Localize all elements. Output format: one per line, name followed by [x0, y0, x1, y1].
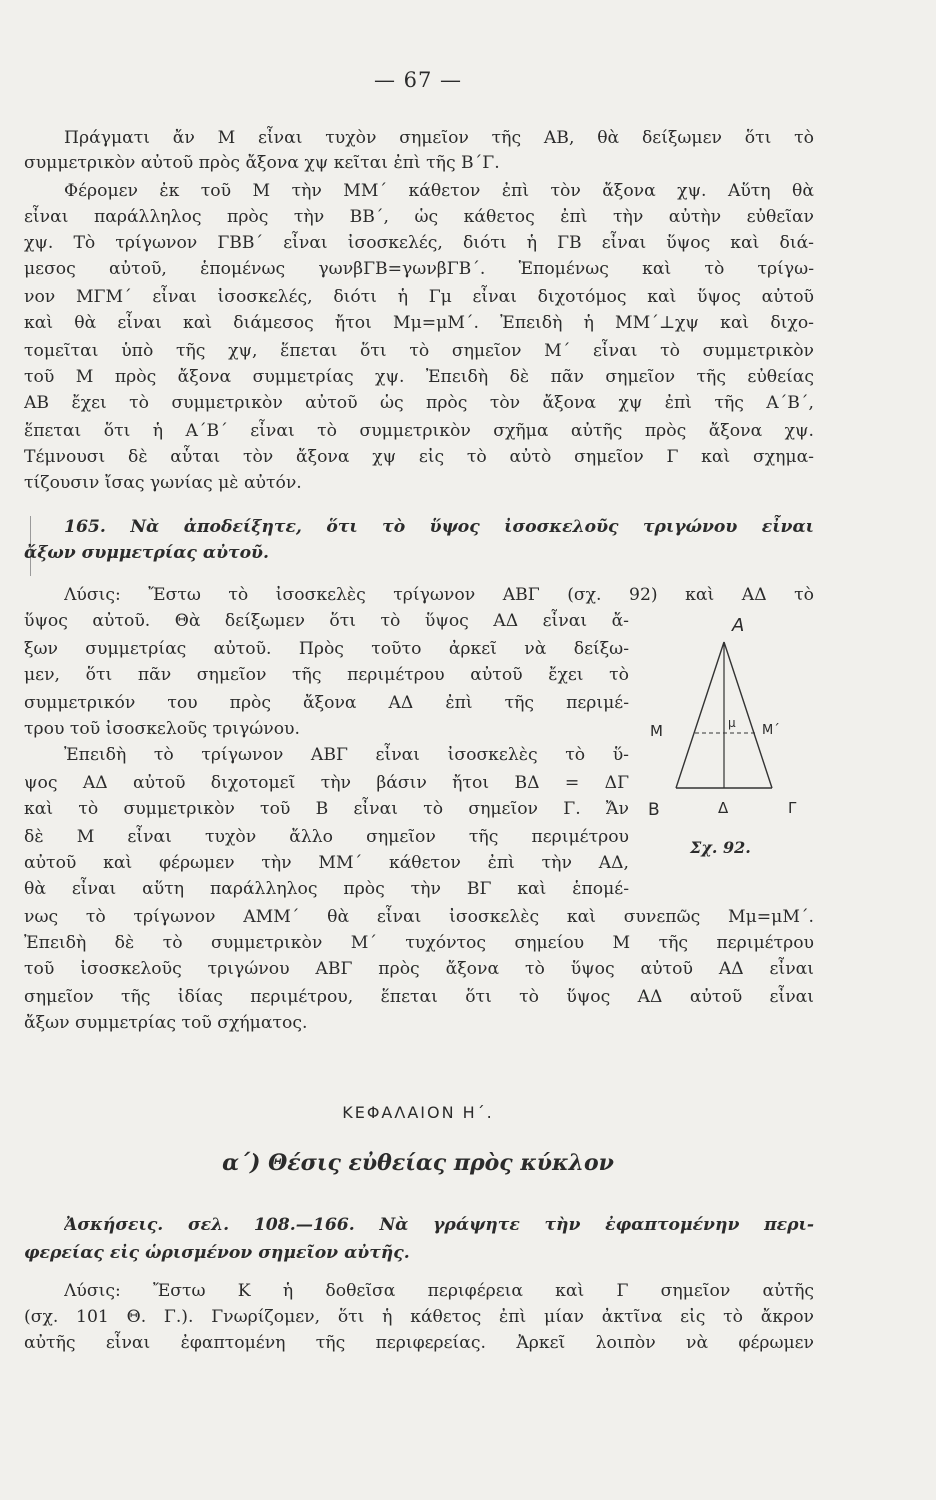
label-A: Α: [732, 615, 745, 636]
text-line: Ἐπειδὴ τὸ τρίγωνον ΑΒΓ εἶναι ἰσοσκελὲς τὸ ὕ-: [64, 745, 629, 765]
text-line: δὲ Μ εἶναι τυχὸν ἄλλο σημεῖον τῆς περιμέτρου: [24, 827, 629, 847]
text-line: τομεῖται ὑπὸ τῆς χψ, ἕπεται ὅτι τὸ σημεῖον Μ΄ εἶναι τὸ συμμετρικὸν: [24, 341, 814, 361]
text-line: τρου τοῦ ἰσοσκελοῦς τριγώνου.: [24, 719, 300, 739]
label-M-prime: Μ΄: [762, 723, 780, 738]
text-line: αὐτῆς εἶναι ἐφαπτομένη τῆς περιφερείας. Ἀρκεῖ λοιπὸν νὰ φέρωμεν: [24, 1333, 814, 1353]
text-line: νως τὸ τρίγωνον ΑΜΜ΄ θὰ εἶναι ἰσοσκελὲς καὶ συνεπῶς Μμ=μΜ΄.: [24, 907, 814, 927]
label-Delta: Δ: [718, 799, 729, 817]
text-line: ἕπεται ὅτι ἡ Α΄Β΄ εἶναι τὸ συμμετρικὸν σχῆμα αὐτῆς πρὸς ἄξονα χψ.: [24, 421, 814, 441]
text-line: συμμετρικὸν αὐτοῦ πρὸς ἄξονα χψ κεῖται ἐπὶ τῆς Β΄Γ.: [24, 153, 500, 173]
label-Gamma: Γ: [788, 799, 797, 817]
text-line: ἄξων συμμετρίας τοῦ σχήματος.: [24, 1013, 308, 1033]
text-line: Πράγματι ἄν Μ εἶναι τυχὸν σημεῖον τῆς ΑΒ, θὰ δείξωμεν ὅτι τὸ: [64, 128, 814, 148]
label-B: Β: [648, 800, 660, 820]
label-M: Μ: [650, 722, 663, 740]
text-line: Ἐπειδὴ δὲ τὸ συμμετρικὸν Μ΄ τυχόντος σημείου Μ τῆς περιμέτρου: [24, 933, 814, 953]
problem-heading: ἄξων συμμετρίας αὐτοῦ.: [24, 543, 269, 563]
text-line: Φέρομεν ἐκ τοῦ Μ τὴν ΜΜ΄ κάθετον ἐπὶ τὸν ἄξονα χψ. Αὕτη θὰ: [64, 181, 814, 201]
section-title: α΄) Θέσις εὐθείας πρὸς κύκλον: [222, 1150, 614, 1176]
text-line: καὶ τὸ συμμετρικὸν τοῦ Β εἶναι τὸ σημεῖον Γ. Ἄν: [24, 799, 629, 819]
text-line: εἶναι παράλληλος πρὸς τὴν ΒΒ΄, ὡς κάθετος ἐπὶ τὴν αὐτὴν εὐθεῖαν: [24, 207, 814, 227]
text-line: μεσος αὐτοῦ, ἑπομένως γωνβΓΒ=γωνβΓΒ΄. Ἑπομένως καὶ τὸ τρίγω-: [24, 259, 814, 279]
text-line: Λύσις: Ἔστω Κ ἡ δοθεῖσα περιφέρεια καὶ Γ σημεῖον αὐτῆς: [64, 1281, 814, 1301]
text-line: ΑΒ ἔχει τὸ συμμετρικὸν αὐτοῦ ὡς πρὸς τὸν ἄξονα χψ ἐπὶ τῆς Α΄Β΄,: [24, 393, 814, 413]
text-line: νον ΜΓΜ΄ εἶναι ἰσοσκελές, διότι ἡ Γμ εἶναι διχοτόμος καὶ ὕψος αὐτοῦ: [24, 287, 814, 307]
text-line: ὕψος αὐτοῦ. Θὰ δείξωμεν ὅτι τὸ ὕψος ΑΔ εἶναι ἄ-: [24, 611, 629, 631]
text-line: μεν, ὅτι πᾶν σημεῖον τῆς περιμέτρου αὐτοῦ ἔχει τὸ: [24, 665, 629, 685]
triangle-diagram: [638, 612, 818, 872]
text-line: θὰ εἶναι αὕτη παράλληλος πρὸς τὴν ΒΓ καὶ ἑπομέ-: [24, 879, 629, 899]
figure-caption: Σχ. 92.: [690, 838, 751, 857]
text-line: σημεῖον τῆς ἰδίας περιμέτρου, ἕπεται ὅτι τὸ ὕψος ΑΔ αὐτοῦ εἶναι: [24, 987, 814, 1007]
text-line: τίζουσιν ἴσας γωνίας μὲ αὐτόν.: [24, 473, 302, 493]
side-AB: [676, 642, 724, 788]
text-line: Λύσις: Ἔστω τὸ ἰσοσκελὲς τρίγωνον ΑΒΓ (σχ. 92) καὶ ΑΔ τὸ: [64, 585, 814, 605]
text-line: συμμετρικόν του πρὸς ἄξονα ΑΔ ἐπὶ τῆς περιμέ-: [24, 693, 629, 713]
page-number: — 67 —: [373, 68, 463, 92]
exercise-heading: φερείας εἰς ὡρισμένον σημεῖον αὐτῆς.: [24, 1243, 410, 1263]
text-line: χψ. Τὸ τρίγωνον ΓΒΒ΄ εἶναι ἰσοσκελές, διότι ἡ ΓΒ εἶναι ὕψος καὶ διά-: [24, 233, 814, 253]
text-line: Τέμνουσι δὲ αὗται τὸν ἄξονα χψ εἰς τὸ αὐτὸ σημεῖον Γ καὶ σχημα-: [24, 447, 814, 467]
text-line: (σχ. 101 Θ. Γ.). Γνωρίζομεν, ὅτι ἡ κάθετος ἐπὶ μίαν ἀκτῖνα εἰς τὸ ἄκρον: [24, 1307, 814, 1327]
label-mu: μ: [728, 716, 736, 730]
chapter-title: ΚΕΦΑΛΑΙΟΝ Η΄.: [342, 1103, 494, 1122]
text-line: τοῦ ἰσοσκελοῦς τριγώνου ΑΒΓ πρὸς ἄξονα τὸ ὕψος αὐτοῦ ΑΔ εἶναι: [24, 959, 814, 979]
problem-heading: 165. Νὰ ἀποδείξητε, ὅτι τὸ ὕψος ἰσοσκελοῦς τριγώνου εἶναι: [64, 517, 814, 537]
text-line: τοῦ Μ πρὸς ἄξονα συμμετρίας χψ. Ἐπειδὴ δὲ πᾶν σημεῖον τῆς εὐθείας: [24, 367, 814, 387]
text-line: ξων συμμετρίας αὐτοῦ. Πρὸς τοῦτο ἀρκεῖ νὰ δείξω-: [24, 639, 629, 659]
text-line: αὐτοῦ καὶ φέρωμεν τὴν ΜΜ΄ κάθετον ἐπὶ τὴν ΑΔ,: [24, 853, 629, 873]
exercise-heading: Ἀσκήσεις. σελ. 108.—166. Νὰ γράψητε τὴν ἐφαπτομένην περι-: [64, 1215, 814, 1235]
text-line: ψος ΑΔ αὐτοῦ διχοτομεῖ τὴν βάσιν ἤτοι ΒΔ = ΔΓ: [24, 773, 629, 793]
figure-92: [638, 612, 818, 872]
text-line: καὶ θὰ εἶναι καὶ διάμεσος ἤτοι Μμ=μΜ΄. Ἐπειδὴ ἡ ΜΜ΄⊥χψ καὶ διχο-: [24, 313, 814, 333]
